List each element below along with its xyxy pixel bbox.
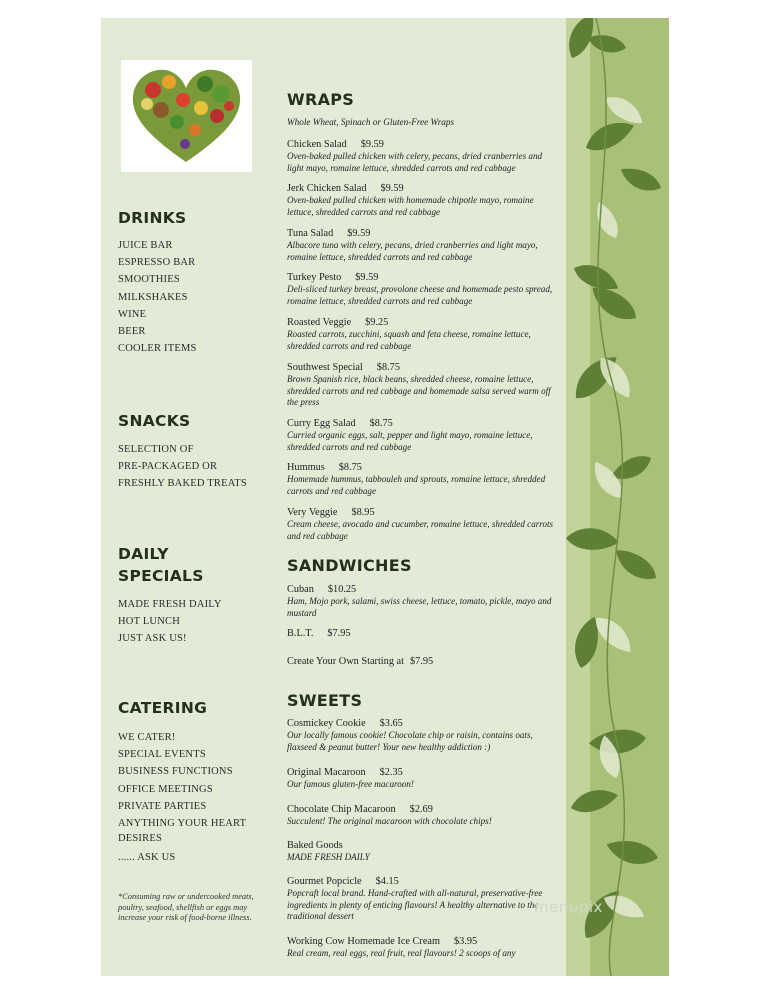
item-name: Turkey Pesto (287, 272, 342, 283)
item-name: Very Veggie (287, 507, 338, 518)
snacks-heading: SNACKS (118, 412, 191, 430)
list-item: BUSINESS FUNCTIONS (118, 766, 233, 778)
item-name: Curry Egg Salad (287, 418, 356, 429)
item-name: Southwest Special (287, 362, 363, 373)
item-name: B.L.T. (287, 628, 314, 639)
list-item: JUICE BAR (118, 240, 173, 251)
item-price: $4.15 (375, 876, 399, 887)
item-description: Albacore tuna with celery, pecans, dried cranberries and light mayo, romaine lettuce, shredded carrots and red cabbage (287, 240, 538, 262)
food-safety-disclaimer: *Consuming raw or undercooked meats, poultry, seafood, shellfish or eggs may increase your risk of food-borne illness. (118, 892, 254, 923)
item-price: $8.75 (338, 462, 362, 473)
item-price: $8.95 (351, 507, 375, 518)
menu-item (287, 271, 559, 307)
item-name: Working Cow Homemade Ice Cream (287, 936, 441, 947)
list-item: PRIVATE PARTIES (118, 800, 207, 812)
menu-item (287, 182, 559, 218)
item-description: Succulent! The original macaroon with chocolate chips! (287, 816, 492, 826)
item-description: MADE FRESH DAILY (287, 852, 370, 862)
item-price: $9.59 (355, 272, 379, 283)
item-name: Cosmickey Cookie (287, 718, 366, 729)
menu-item (287, 316, 559, 352)
wraps-subtitle: Whole Wheat, Spinach or Gluten-Free Wraps (287, 117, 455, 127)
item-name: Baked Goods (287, 840, 343, 851)
item-price: $9.59 (380, 183, 404, 194)
menu-item (287, 461, 559, 497)
menu-item (287, 935, 559, 960)
item-name: Hummus (287, 462, 325, 473)
item-description: Deli-sliced turkey breast, provolone cheese and homemade pesto spread, romaine lettuce, shredded carrots and red cabbage (287, 284, 553, 306)
wraps-heading: WRAPS (287, 90, 355, 109)
item-name: Tuna Salad (287, 228, 334, 239)
item-price: $10.25 (327, 584, 357, 595)
list-item: OFFICE MEETINGS (118, 783, 213, 795)
list-item: JUST ASK US! (118, 633, 187, 645)
sweets-heading: SWEETS (287, 691, 363, 710)
vegetable-heart-icon (121, 60, 252, 172)
menu-item (287, 875, 559, 923)
list-item: WE CATER! (118, 732, 176, 743)
catering-heading: CATERING (118, 699, 208, 717)
item-name: Chocolate Chip Macaroon (287, 804, 396, 815)
item-name: Jerk Chicken Salad (287, 183, 367, 194)
item-price: $7.95 (327, 628, 351, 639)
drinks-heading: DRINKS (118, 209, 187, 227)
item-price: $9.59 (347, 228, 371, 239)
list-item: SMOOTHIES (118, 274, 180, 286)
list-item: DESIRES (118, 833, 162, 845)
item-description: Oven-baked pulled chicken with celery, pecans, dried cranberries and light mayo, romaine lettuce, shredded carrots and red cabbage (287, 151, 543, 173)
item-description: Our locally famous cookie! Chocolate chip or raisin, contains oats, flaxseed & peanut butter! Your new healthy addiction :) (287, 730, 533, 752)
item-price: $7.95 (409, 656, 434, 667)
list-item: FRESHLY BAKED TREATS (118, 478, 247, 490)
item-name: Create Your Own Starting at (287, 656, 404, 667)
item-description: Homemade hummus, tabbouleh and sprouts, romaine lettuce, shredded carrots and red cabbage (287, 474, 546, 496)
list-item: MADE FRESH DAILY (118, 599, 222, 610)
item-price: $8.75 (376, 362, 400, 373)
catering-list (118, 729, 246, 866)
menu-item (287, 839, 559, 864)
menu-item (287, 583, 559, 619)
list-item: PRE-PACKAGED OR (118, 461, 218, 473)
item-price: $9.59 (360, 139, 384, 150)
list-item: BEER (118, 326, 146, 338)
menu-item (287, 717, 559, 753)
daily-specials-list (118, 596, 222, 648)
item-description: Our famous gluten-free macaroon! (287, 779, 414, 789)
list-item: ESPRESSO BAR (118, 257, 196, 269)
menu-item (287, 655, 559, 668)
snacks-list (118, 441, 247, 493)
list-item: COOLER ITEMS (118, 343, 197, 355)
item-price: $8.75 (369, 418, 393, 429)
menu-item (287, 627, 559, 640)
item-name: Chicken Salad (287, 139, 347, 150)
menu-item (287, 803, 559, 828)
item-description: Oven-baked pulled chicken with homemade chipotle mayo, romaine lettuce, shredded carrots and red cabbage (287, 195, 534, 217)
item-name: Cuban (287, 584, 314, 595)
drinks-list (118, 237, 197, 357)
list-item: ANYTHING YOUR HEART (118, 818, 247, 830)
watermark-logo: menupix (534, 898, 603, 916)
item-price: $9.25 (365, 317, 389, 328)
item-description: Roasted carrots, zucchini, squash and feta cheese, romaine lettuce, shredded carrots and red cabbage (287, 329, 531, 351)
item-price: $2.69 (409, 804, 433, 815)
daily-specials-heading-2: SPECIALS (118, 567, 204, 585)
list-item: WINE (118, 308, 147, 320)
item-description: Popcraft local brand. Hand-crafted with all-natural, preservative-free ingredients in plenty of enticing flavours! A healthy alternative to the traditional dessert (287, 888, 543, 921)
item-price: $3.95 (454, 936, 478, 947)
item-name: Roasted Veggie (287, 317, 352, 328)
item-description: Curried organic eggs, salt, pepper and light mayo, romaine lettuce, shredded carrots and red cabbage (287, 430, 533, 452)
list-item: HOT LUNCH (118, 616, 180, 628)
menu-item (287, 766, 559, 791)
list-item: SELECTION OF (118, 444, 194, 455)
menu-item (287, 506, 559, 542)
sandwiches-heading: SANDWICHES (287, 556, 412, 575)
menu-item (287, 361, 559, 409)
item-description: Real cream, real eggs, real fruit, real flavours! 2 scoops of any (287, 948, 516, 958)
item-price: $3.65 (379, 718, 403, 729)
item-description: Ham, Mojo pork, salami, swiss cheese, lettuce, tomato, pickle, mayo and mustard (287, 596, 552, 618)
item-description: Cream cheese, avocado and cucumber, romaine lettuce, shredded carrots and red cabbage (287, 519, 554, 541)
leaf-vine-decoration (566, 18, 669, 976)
list-item: MILKSHAKES (118, 291, 188, 303)
item-name: Original Macaroon (287, 767, 366, 778)
item-price: $2.35 (379, 767, 403, 778)
item-description: Brown Spanish rice, black beans, shredded cheese, romaine lettuce, shredded carrots and red cabbage and homemade salsa served warm off the press (287, 374, 551, 407)
daily-specials-heading-1: DAILY (118, 545, 169, 563)
list-item: ...... ASK US (118, 852, 176, 864)
menu-item (287, 227, 559, 263)
menu-item (287, 417, 559, 453)
list-item: SPECIAL EVENTS (118, 749, 206, 761)
menu-item (287, 138, 559, 174)
item-name: Gourmet Popcicle (287, 876, 362, 887)
